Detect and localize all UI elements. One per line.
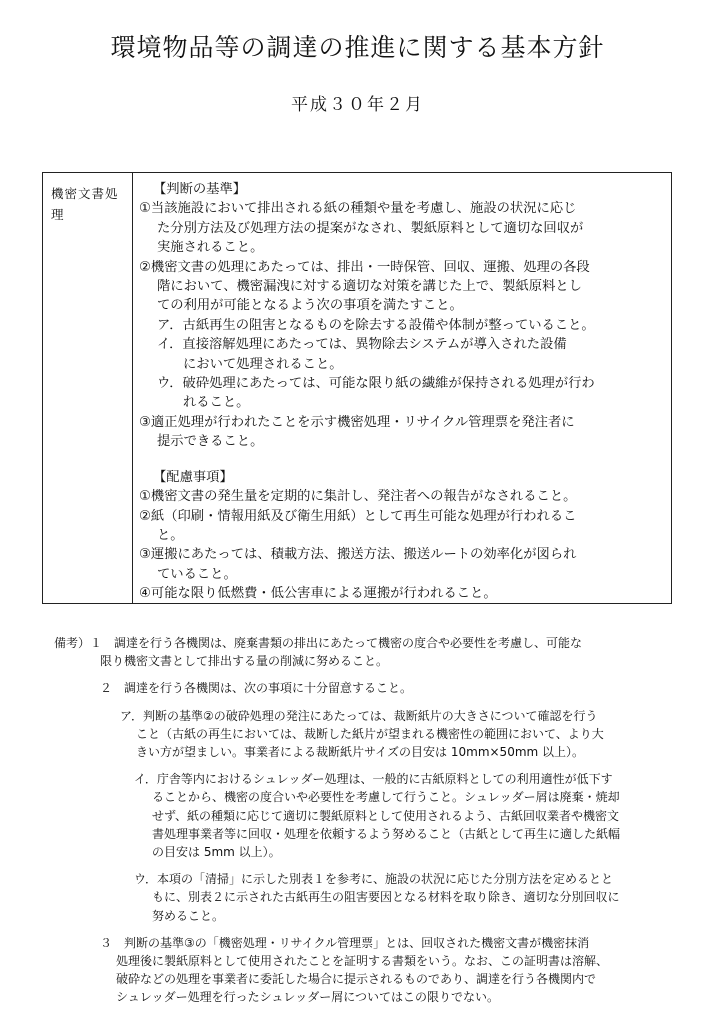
remark-line: 備考）１ 調達を行う各機関は、廃棄書類の排出にあたって機密の度合や必要性を考慮し、可能な bbox=[54, 636, 583, 650]
judgement-line: た分別方法及び処理方法の提案がなされ、製紙原料として適切な回収が bbox=[157, 220, 584, 236]
judgement-line: れること。 bbox=[183, 395, 250, 411]
judgement-header: 【判断の基準】 bbox=[153, 182, 247, 197]
category-label-line: 機密文書処 bbox=[51, 186, 119, 201]
judgement-line: ウ．破砕処理にあたっては、可能な限り紙の繊維が保持される処理が行わ bbox=[157, 376, 595, 392]
consideration-header: 【配慮事項】 bbox=[153, 469, 233, 485]
consideration-line: ていること。 bbox=[157, 566, 237, 582]
remark-line: 限り機密文書として排出する量の削減に努めること。 bbox=[100, 654, 389, 669]
judgement-line: ア．古紙再生の阻害となるものを除去する設備や体制が整っていること。 bbox=[157, 317, 595, 333]
criteria-content bbox=[139, 180, 669, 604]
remark-line: の目安は 5mm 以上）。 bbox=[152, 845, 281, 860]
remark-line: 処理後に製紙原料として使用されたことを証明する書類をいう。なお、この証明書は溶解、 bbox=[116, 954, 609, 969]
document-title: 環境物品等の調達の推進に関する基本方針 bbox=[110, 33, 605, 62]
table-column-divider bbox=[132, 173, 133, 603]
consideration-line: ①機密文書の発生量を定期的に集計し、発注者への報告がなされること。 bbox=[139, 489, 577, 505]
remark-line: ３ 判断の基準③の「機密処理・リサイクル管理票」とは、回収された機密文書が機密抹消 bbox=[100, 935, 590, 950]
remark-line: 書処理事業者等に回収・処理を依頼するよう努めること（古紙として再生に適した紙幅 bbox=[152, 826, 621, 841]
consideration-line: ②紙（印刷・情報用紙及び衛生用紙）として再生可能な処理が行われるこ bbox=[139, 508, 577, 524]
judgement-line: ①当該施設において排出される紙の種類や量を考慮し、施設の状況に応じ bbox=[139, 201, 577, 217]
criteria-table bbox=[42, 172, 672, 604]
consideration-line: と。 bbox=[157, 527, 184, 543]
judgement-line: 提示できること。 bbox=[157, 434, 264, 450]
judgement-line: ③適正処理が行われたことを示す機密処理・リサイクル管理票を発注者に bbox=[139, 414, 575, 430]
judgement-line: 階において、機密漏洩に対する適切な対策を講じた上で、製紙原料とし bbox=[157, 279, 582, 295]
judgement-line: において処理されること。 bbox=[183, 356, 343, 372]
remark-line: きい方が望ましい。事業者による裁断紙片サイズの目安は 10mm×50mm 以上）。 bbox=[136, 745, 585, 760]
category-label-line: 理 bbox=[51, 207, 65, 222]
remark-line: ア．判断の基準②の破砕処理の発注にあたっては、裁断紙片の大きさについて確認を行う bbox=[120, 708, 598, 723]
remark-line: 努めること。 bbox=[152, 908, 225, 923]
remark-line: イ．庁舎等内におけるシュレッダー処理は、一般的に古紙原料としての利用適性が低下す bbox=[134, 772, 613, 787]
judgement-line: イ．直接溶解処理にあたっては、異物除去システムが導入された設備 bbox=[157, 337, 567, 353]
remarks-section bbox=[54, 634, 694, 1007]
remark-line: ることから、機密の度合いや必要性を考慮して行うこと。シュレッダー屑は廃棄・焼却 bbox=[152, 790, 620, 805]
remark-line: 破砕などの処理を事業者に委託した場合に提示されるものであり、調達を行う各機関内で bbox=[116, 972, 597, 987]
remark-line: もに、別表２に示された古紙再生の阻害要因となる材料を取り除き、適切な分別回収に bbox=[152, 890, 620, 905]
consideration-line: ④可能な限り低燃費・低公害車による運搬が行われること。 bbox=[139, 586, 497, 602]
remark-line: ウ．本項の「清掃」に示した別表１を参考に、施設の状況に応じた分別方法を定めるとと bbox=[134, 872, 614, 887]
consideration-line: ③運搬にあたっては、積載方法、搬送方法、搬送ルートの効率化が図られ bbox=[139, 547, 577, 563]
judgement-line: 実施されること。 bbox=[157, 240, 264, 256]
category-label bbox=[51, 183, 127, 225]
remark-line: こと（古紙の再生においては、裁断した紙片が望まれる機密性の範囲において、より大 bbox=[136, 726, 604, 741]
remark-line: せず、紙の種類に応じて適切に製紙原料として使用されるよう、古紙回収業者や機密文 bbox=[152, 808, 620, 823]
judgement-line: ②機密文書の処理にあたっては、排出・一時保管、回収、運搬、処理の各段 bbox=[139, 259, 590, 275]
remark-line: シュレッダー処理を行ったシュレッダー屑についてはこの限りでない。 bbox=[116, 990, 500, 1005]
document-date: 平成３０年２月 bbox=[291, 95, 424, 115]
judgement-line: ての利用が可能となるよう次の事項を満たすこと。 bbox=[157, 298, 463, 314]
remark-line: ２ 調達を行う各機関は、次の事項に十分留意すること。 bbox=[100, 681, 413, 696]
